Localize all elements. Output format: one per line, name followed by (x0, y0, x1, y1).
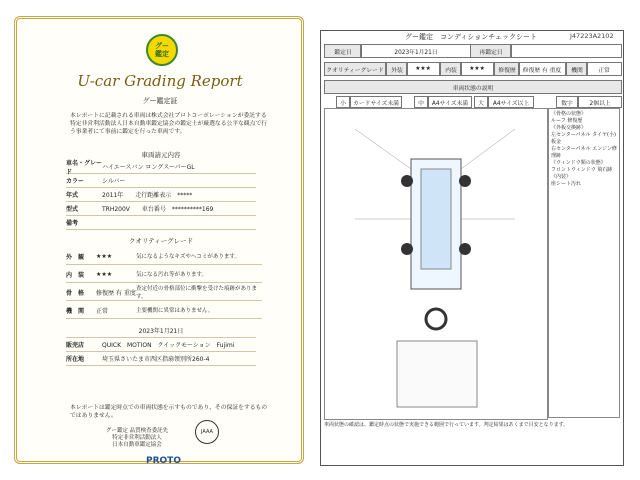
int-label: 内装 (440, 62, 462, 76)
quality-label: クオリティーグレード (324, 62, 386, 76)
legend-large-desc: A4サイズ以上 (488, 96, 534, 108)
legend-mid: 中 (414, 96, 428, 108)
cert-title: U-car Grading Report (77, 72, 243, 90)
info-row: カラー シルバー (66, 174, 256, 188)
section-grade: クオリティーグレード (128, 237, 194, 245)
grade-row: 骨 格 修復歴 有 重度 査定付近の骨格部位に衝撃を受けた痕跡があります。 (66, 284, 262, 301)
damage-diagram (324, 108, 548, 420)
sheet-id: J47223A2102 (570, 32, 614, 40)
cert-footer: 本レポートは鑑定時点での車両状態を示すものであり、その保証をするものではありません。 (70, 405, 268, 419)
legend-small: 小 (336, 96, 350, 108)
rep-value: 修復歴 有 重度 (518, 62, 566, 76)
car-diagram-icon (325, 109, 547, 419)
cert-subtitle: グー鑑定証 (142, 97, 178, 105)
legend-small-desc: カードサイズ未満 (350, 96, 402, 108)
grade-row: 機 関 正常 主要機関に異常はありません。 (66, 302, 262, 319)
legend-large: 大 (474, 96, 488, 108)
goo-badge-icon: グー 鑑定 (146, 34, 178, 66)
ext-value: ★★★ (406, 62, 440, 76)
date-label: 鑑定日 (324, 44, 362, 58)
proto-logo: PROTO (146, 456, 181, 466)
cert-date: 2023年1月21日 (66, 324, 256, 338)
jaam-logo-icon: JAAA (195, 420, 219, 444)
disclaimer: 車両状態の確認は、鑑定時点の状態で実施できる範囲で行っています。判定結果はあくまで目安となります。 (324, 422, 569, 428)
cert-paragraph: 本レポートに記載される車両は株式会社プロトコーポレーションが委託する特定非営利活動法人日本自動車鑑定協会の鑑定士が厳選なる公平な観点で行う事業者にて事前に鑑定を行った車両です。 (70, 113, 268, 135)
shop-row: 販売店 QUICK MOTION クイックモーション Fujimi (66, 338, 256, 352)
sheet-title: グー鑑定 コンディションチェックシート (404, 33, 538, 41)
rank-label: 再鑑定日 (470, 44, 512, 58)
notes-panel: 《骨格の状態》 ルーフ 修復歴 《外板交換跡》 左センターパネル タイヤ(小) 板金 右センターパネル エンジン修理跡 《ウィンドウ類の状態》 フロントウィンドウ 飛石跡 《内装》 座シート汚れ (548, 108, 620, 418)
grade-row: 内 装 ★★★ 気になる汚れ等があります。 (66, 266, 262, 283)
eng-label: 機関 (566, 62, 588, 76)
state-header: 車両状態の説明 (324, 80, 622, 94)
info-row: 型式 TRH200V 車台番号 **********169 (66, 202, 256, 216)
legend-num: 数字 (556, 96, 578, 108)
grade-row: 外 観 ★★★ 気になるようなキズやヘコミがあります。 (66, 248, 262, 265)
issuer: グー鑑定 品質検査委託先 特定非営利活動法人 日本自動車鑑定協会 (105, 428, 169, 448)
addr-row: 所在地 埼玉県さいたま市西区指扇領別所260-4 (66, 352, 256, 366)
rank-value (510, 44, 622, 58)
ext-label: 外装 (386, 62, 408, 76)
int-value: ★★★ (460, 62, 494, 76)
info-row: 備考 (66, 216, 256, 230)
info-row: 車名・グレード ハイエースバン ロングスーパーGL (66, 160, 256, 174)
info-row: 年式 2011年 走行距離表示 ***** (66, 188, 256, 202)
eng-value: 正常 (586, 62, 622, 76)
legend-mid-desc: A4サイズ未満 (428, 96, 472, 108)
legend-num-desc: 2個以上 (578, 96, 622, 108)
section-vehicle: 車両請元内容 (141, 151, 181, 159)
rep-label: 修復歴 (494, 62, 520, 76)
date-value: 2023年1月21日 (360, 44, 472, 58)
